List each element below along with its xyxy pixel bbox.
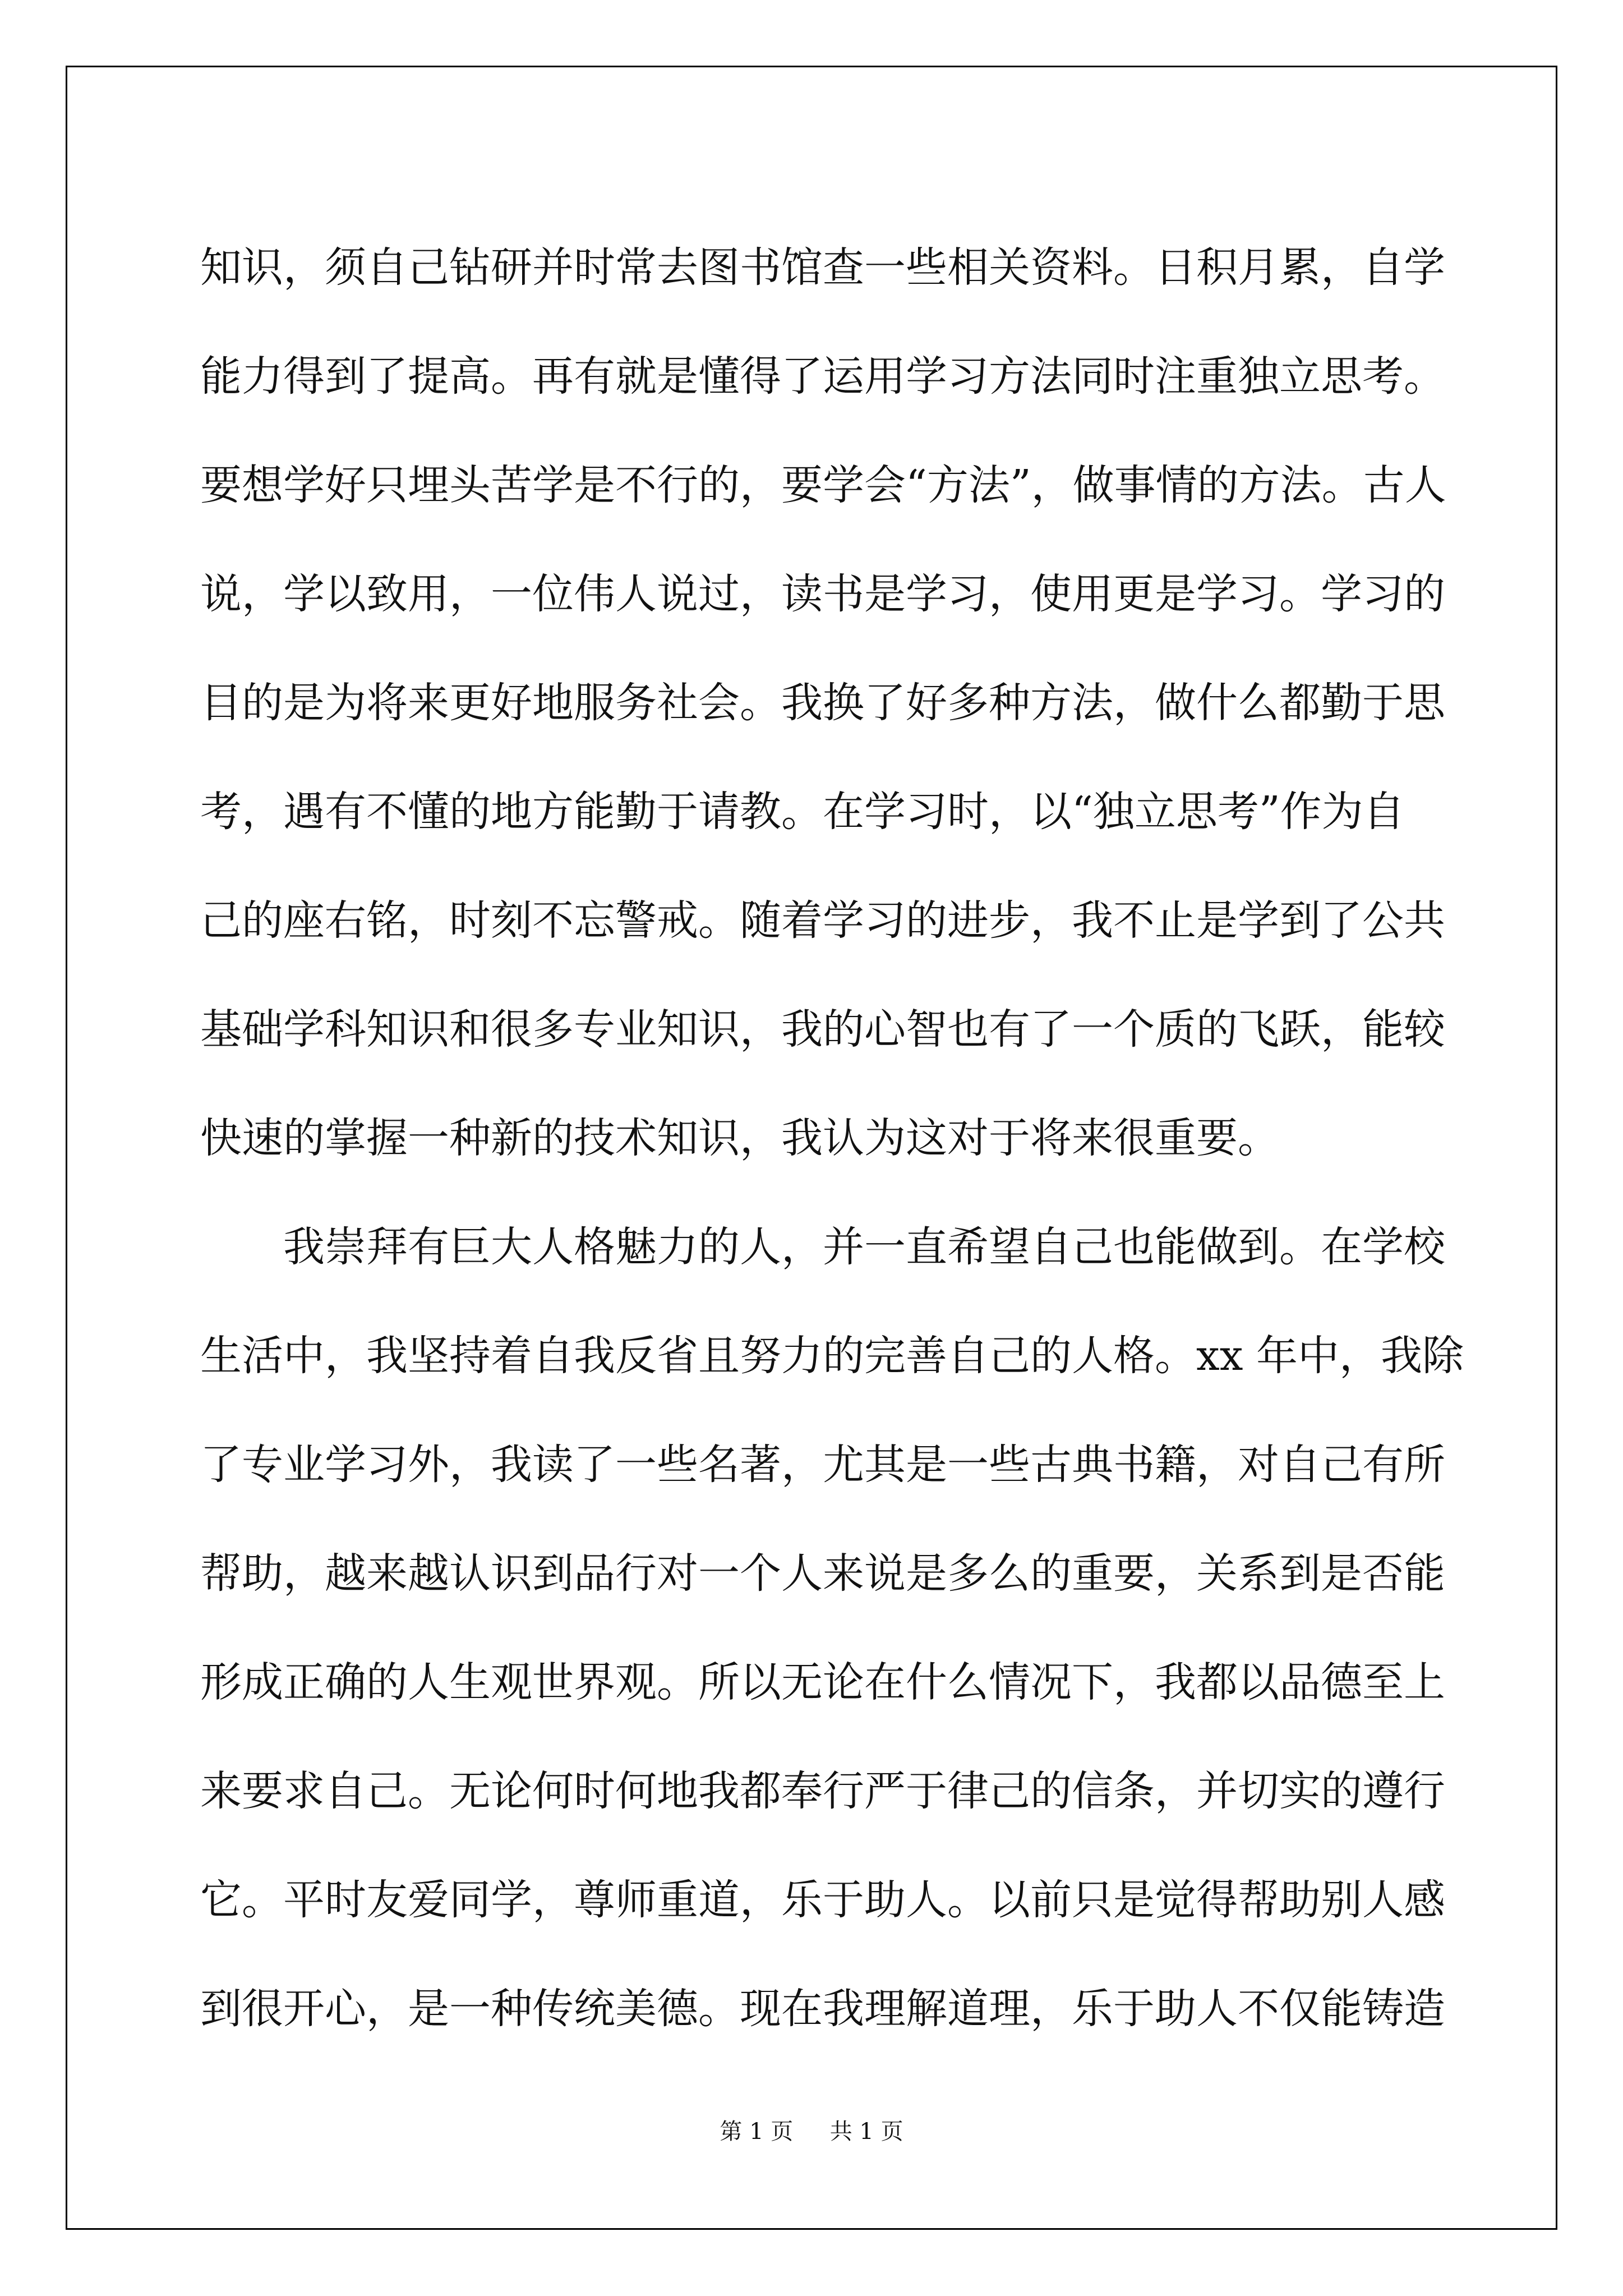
text-line: 快速的掌握一种新的技术知识，我认为这对于将来很重要。 (200, 1114, 1279, 1162)
text-line: 来要求自己。无论何时何地我都奉行严于律己的信条，并切实的遵行 (200, 1767, 1445, 1815)
text-line: 生活中，我坚持着自我反省且努力的完善自己的人格。xx 年中，我除 (200, 1332, 1464, 1380)
text-line: 目的是为将来更好地服务社会。我换了好多种方法，做什么都勤于思 (200, 679, 1445, 727)
text-line: 基础学科知识和很多专业知识，我的心智也有了一个质的飞跃，能较 (200, 1005, 1445, 1053)
text-line: 到很开心，是一种传统美德。现在我理解道理，乐于助人不仅能铸造 (200, 1985, 1445, 2033)
document-body (200, 213, 1464, 2063)
paragraph-start-line: 我崇拜有巨大人格魅力的人，并一直希望自己也能做到。在学校 (283, 1223, 1445, 1271)
text-line: 帮助，越来越认识到品行对一个人来说是多么的重要，关系到是否能 (200, 1549, 1445, 1598)
text-line: 它。平时友爱同学，尊师重道，乐于助人。以前只是觉得帮助别人感 (200, 1876, 1445, 1924)
text-line: 了专业学习外，我读了一些名著，尤其是一些古典书籍，对自己有所 (200, 1441, 1445, 1489)
text-line: 己的座右铭，时刻不忘警戒。随着学习的进步，我不止是学到了公共 (200, 896, 1445, 945)
text-line: 能力得到了提高。再有就是懂得了运用学习方法同时注重独立思考。 (200, 352, 1445, 401)
page-footer (0, 2115, 1623, 2148)
text-line: 要想学好只埋头苦学是不行的，要学会“方法”，做事情的方法。古人 (200, 461, 1446, 509)
text-line: 考，遇有不懂的地方能勤于请教。在学习时，以“独立思考”作为自 (200, 788, 1405, 836)
page-number: 第 1 页 (720, 2119, 794, 2145)
text-line: 形成正确的人生观世界观。所以无论在什么情况下，我都以品德至上 (200, 1658, 1445, 1706)
text-line: 知识，须自己钻研并时常去图书馆查一些相关资料。日积月累，自学 (200, 243, 1445, 292)
text-line: 说，学以致用，一位伟人说过，读书是学习，使用更是学习。学习的 (200, 570, 1445, 618)
page-total: 共 1 页 (829, 2119, 903, 2145)
